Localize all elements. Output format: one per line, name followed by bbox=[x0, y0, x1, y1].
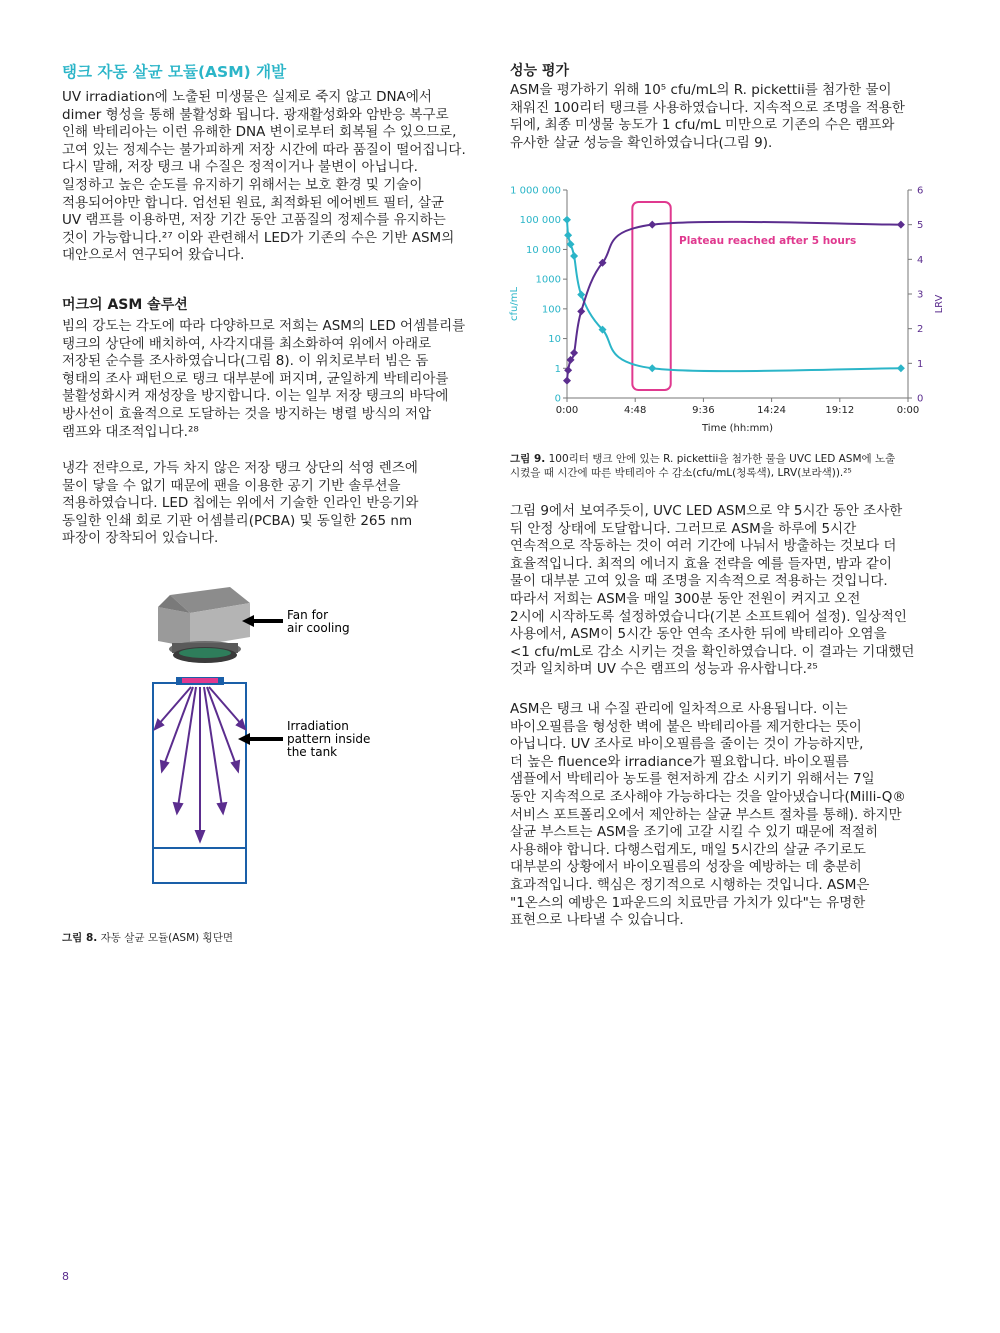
cooling-line: 물이 닿을 수 없기 때문에 팬을 이용한 공기 기반 솔루션을 bbox=[62, 477, 401, 494]
results-line: 따라서 저희는 ASM을 매일 300분 동안 전원이 켜지고 오전 bbox=[510, 590, 861, 607]
biofilm-line: ASM은 탱크 내 수질 관리에 일차적으로 사용됩니다. 이는 bbox=[510, 701, 848, 717]
data-point-lrv bbox=[648, 221, 656, 229]
y-right-tick-label: 2 bbox=[917, 324, 924, 336]
subheading-solution: 머크의 ASM 솔루션 bbox=[62, 297, 188, 313]
evaluation-line: ASM을 평가하기 위해 10⁵ cfu/mL의 R. pickettii를 첨가한 물이 bbox=[510, 82, 892, 98]
evaluation-paragraph bbox=[510, 82, 905, 152]
label-irradiation-line1: Irradiation bbox=[287, 719, 349, 733]
cooling-paragraph bbox=[62, 460, 418, 548]
figure9-chart bbox=[505, 178, 955, 440]
y-left-tick-label: 100 bbox=[541, 304, 561, 316]
biofilm-line: 대부분의 상황에서 바이오필름의 성장을 예방하는 데 충분히 bbox=[510, 859, 862, 876]
results-line: 사용에서, ASM이 5시간 동안 연속 조사한 뒤에 박테리아 오염을 bbox=[510, 626, 887, 643]
y-right-tick-label: 3 bbox=[917, 289, 924, 301]
data-point-lrv bbox=[897, 221, 905, 229]
x-tick-label: 0:00 bbox=[555, 405, 579, 416]
label-irradiation-line3: the tank bbox=[287, 745, 338, 759]
solution-line: 저장된 순수를 조사하였습니다(그림 8). 이 위치로부터 빔은 돔 bbox=[62, 353, 429, 370]
label-irradiation-line2: pattern inside bbox=[287, 732, 371, 746]
intro-paragraph bbox=[62, 89, 466, 265]
y-right-tick-label: 0 bbox=[917, 393, 924, 405]
y-left-axis-label: cfu/mL bbox=[509, 286, 520, 322]
solution-line: 빔의 강도는 각도에 따라 다양하므로 저희는 ASM의 LED 어셈블리를 bbox=[62, 318, 466, 334]
results-line: 2시에 시작하도록 설정하였습니다(기본 소프트웨어 설정). 일상적인 bbox=[510, 608, 907, 625]
results-line: <1 cfu/mL로 감소 시키는 것을 확인하였습니다. 이 결과는 기대했던 bbox=[510, 643, 915, 660]
y-left-tick-label: 1 000 000 bbox=[510, 185, 561, 197]
y-left-tick-label: 10 000 bbox=[526, 244, 561, 256]
results-line: 효율적입니다. 최적의 에너지 효율 전략을 예를 들자면, 밤과 같이 bbox=[510, 555, 892, 572]
results-line: 것과 일치하며 UV 수은 램프의 성능과 유사합니다.²⁵ bbox=[510, 661, 818, 678]
page-number: 8 bbox=[62, 1270, 69, 1283]
intro-line: 일정하고 높은 순도를 유지하기 위해서는 보호 환경 및 기술이 bbox=[62, 176, 423, 193]
data-point-cfu bbox=[570, 252, 578, 260]
data-point-cfu bbox=[577, 291, 585, 299]
results-line: 연속적으로 작동하는 것이 여러 기간에 나눠서 방출하는 것보다 더 bbox=[510, 538, 897, 555]
results-line: 그림 9에서 보여주듯이, UVC LED ASM으로 약 5시간 동안 조사한 bbox=[510, 503, 903, 519]
y-right-axis-label: LRV bbox=[934, 294, 945, 314]
solution-line: 램프와 대조적입니다.²⁸ bbox=[62, 423, 199, 440]
x-tick-label: 19:12 bbox=[825, 405, 855, 416]
y-left-tick-label: 0 bbox=[554, 393, 561, 405]
biofilm-line: 더 높은 fluence와 irradiance가 필요합니다. 바이오필름 bbox=[510, 753, 849, 770]
biofilm-line: 샘플에서 박테리아 농도를 현저하게 감소 시키기 위해서는 7일 bbox=[510, 771, 875, 788]
biofilm-line: 서비스 포트폴리오에서 제안하는 살균 부스트 절차를 통해). 하지만 bbox=[510, 806, 902, 823]
x-axis-label: Time (hh:mm) bbox=[702, 423, 773, 434]
asm-cross-section-diagram bbox=[150, 585, 420, 895]
results-line: 물이 대부분 고여 있을 때 조명을 지속적으로 적용하는 것입니다. bbox=[510, 573, 888, 590]
x-tick-label: 4:48 bbox=[623, 405, 647, 416]
figure8-caption bbox=[62, 931, 233, 945]
intro-line: 인해 박테리아는 이런 유해한 DNA 변이로부터 회복될 수 있으므로, bbox=[62, 124, 457, 141]
biofilm-line: 효과적입니다. 핵심은 정기적으로 시행하는 것입니다. ASM은 bbox=[510, 876, 870, 893]
y-right-tick-label: 1 bbox=[917, 358, 924, 370]
figure9-caption bbox=[510, 452, 895, 480]
biofilm-paragraph bbox=[510, 701, 906, 930]
y-left-tick-label: 100 000 bbox=[519, 215, 561, 227]
cooling-line: 냉각 전략으로, 가득 차지 않은 저장 탱크 상단의 석영 렌즈에 bbox=[62, 460, 418, 476]
data-point-cfu bbox=[648, 364, 656, 372]
biofilm-line: 표현으로 나타낼 수 있습니다. bbox=[510, 912, 684, 929]
figure9-caption-label: 그림 9. bbox=[510, 453, 546, 465]
figure9-caption-line1: 100리터 탱크 안에 있는 R. pickettii을 첨가한 물을 UVC LED ASM에 노출 bbox=[545, 453, 896, 465]
intro-line: 다시 말해, 저장 탱크 내 수질은 정적이거나 불변이 아닙니다. bbox=[62, 159, 418, 176]
evaluation-line: 채워진 100리터 탱크를 사용하였습니다. 지속적으로 조명을 적용한 bbox=[510, 99, 905, 116]
y-right-tick-label: 4 bbox=[917, 254, 924, 266]
intro-line: 고여 있는 정제수는 불가피하게 저장 시간에 따라 품질이 떨어집니다. bbox=[62, 141, 466, 158]
solution-line: 방사선이 효율적으로 도달하는 것을 방지하는 병렬 방식의 저압 bbox=[62, 405, 432, 422]
asm-module-icon bbox=[158, 587, 250, 663]
figure9-caption-line2: 시켰을 때 시간에 따른 박테리아 수 감소(cfu/mL(청록색), LRV(보라색)).²⁵ bbox=[510, 467, 852, 479]
intro-line: UV 램프를 이용하면, 저장 기간 동안 고품질의 정제수를 유지하는 bbox=[62, 212, 446, 229]
solution-line: 형태의 조사 패턴으로 탱크 대부분에 퍼지며, 균일하게 박테리아를 bbox=[62, 370, 449, 387]
data-point-cfu bbox=[567, 240, 575, 248]
solution-paragraph bbox=[62, 318, 465, 441]
x-tick-label: 0:00 bbox=[896, 405, 920, 416]
cooling-line: 동일한 인쇄 회로 기판 어셈블리(PCBA) 및 동일한 265 nm bbox=[62, 512, 413, 529]
label-fan-line2: air cooling bbox=[287, 621, 350, 635]
plateau-highlight-box bbox=[632, 202, 670, 390]
data-point-cfu bbox=[563, 216, 571, 224]
intro-line: dimer 형성을 통해 불활성화 됩니다. 광재활성화와 암반응 복구로 bbox=[62, 106, 449, 123]
irradiation-label-arrow bbox=[238, 733, 283, 745]
intro-line: 것이 가능합니다.²⁷ 이와 관련해서 LED가 기존의 수은 기반 ASM의 bbox=[62, 229, 455, 246]
y-right-tick-label: 5 bbox=[917, 220, 924, 232]
x-tick-label: 14:24 bbox=[757, 405, 787, 416]
intro-line: 대안으로서 연구되어 왔습니다. bbox=[62, 247, 245, 264]
y-left-tick-label: 1 bbox=[554, 363, 561, 375]
cooling-line: 파장이 장착되어 있습니다. bbox=[62, 530, 219, 547]
data-point-lrv bbox=[570, 349, 578, 357]
biofilm-line: 아닙니다. UV 조사로 바이오필름을 줄이는 것이 가능하지만, bbox=[510, 736, 864, 753]
evaluation-line: 유사한 살균 성능을 확인하였습니다(그림 9). bbox=[510, 134, 773, 151]
biofilm-line: 동안 지속적으로 조사해야 가능하다는 것을 알아냈습니다(Milli-Q® bbox=[510, 788, 906, 805]
y-left-tick-label: 1000 bbox=[535, 274, 561, 286]
y-right-tick-label: 6 bbox=[917, 185, 924, 197]
evaluation-line: 뒤에, 최종 미생물 농도가 1 cfu/mL 미만으로 기존의 수은 램프와 bbox=[510, 117, 895, 134]
biofilm-line: 살균 부스트는 ASM을 조기에 고갈 시킬 수 있기 때문에 적절히 bbox=[510, 824, 879, 841]
biofilm-line: "1온스의 예방은 1파운드의 치료만큼 가치가 있다"는 유명한 bbox=[510, 894, 866, 911]
plateau-annotation: Plateau reached after 5 hours bbox=[679, 235, 857, 247]
results-paragraph bbox=[510, 503, 914, 679]
data-point-lrv bbox=[563, 377, 571, 385]
figure8-caption-label: 그림 8. bbox=[62, 932, 98, 944]
heading-evaluation: 성능 평가 bbox=[510, 63, 569, 79]
biofilm-line: 바이오필름을 형성한 벽에 붙은 박테리아를 제거한다는 뜻이 bbox=[510, 718, 862, 735]
solution-line: 탱크의 상단에 배치하여, 사각지대를 최소화하여 위에서 아래로 bbox=[62, 335, 432, 352]
figure8-caption-text: 자동 살균 모듈(ASM) 횡단면 bbox=[97, 932, 233, 944]
label-fan-line1: Fan for bbox=[287, 608, 329, 622]
data-point-cfu bbox=[897, 364, 905, 372]
x-tick-label: 9:36 bbox=[692, 405, 715, 416]
biofilm-line: 사용해야 합니다. 다행스럽게도, 매일 5시간의 살균 주기로도 bbox=[510, 841, 866, 858]
section-title: 탱크 자동 살균 모듈(ASM) 개발 bbox=[62, 63, 287, 81]
solution-line: 불활성화시켜 재성장을 방지합니다. 이는 일부 저장 탱크의 바닥에 bbox=[62, 388, 449, 405]
irradiation-arrows bbox=[155, 687, 245, 841]
data-point-lrv bbox=[564, 366, 572, 374]
intro-line: UV irradiation에 노출된 미생물은 실제로 죽지 않고 DNA에서 bbox=[62, 89, 432, 105]
data-point-lrv bbox=[577, 307, 585, 315]
y-left-tick-label: 10 bbox=[548, 334, 561, 346]
intro-line: 적용되어야만 합니다. 엄선된 원료, 최적화된 에어벤트 필터, 살균 bbox=[62, 194, 444, 211]
cooling-line: 적용하였습니다. LED 칩에는 위에서 기술한 인라인 반응기와 bbox=[62, 495, 419, 512]
data-point-cfu bbox=[564, 231, 572, 239]
results-line: 뒤 안정 상태에 도달합니다. 그러므로 ASM을 하루에 5시간 bbox=[510, 520, 857, 537]
